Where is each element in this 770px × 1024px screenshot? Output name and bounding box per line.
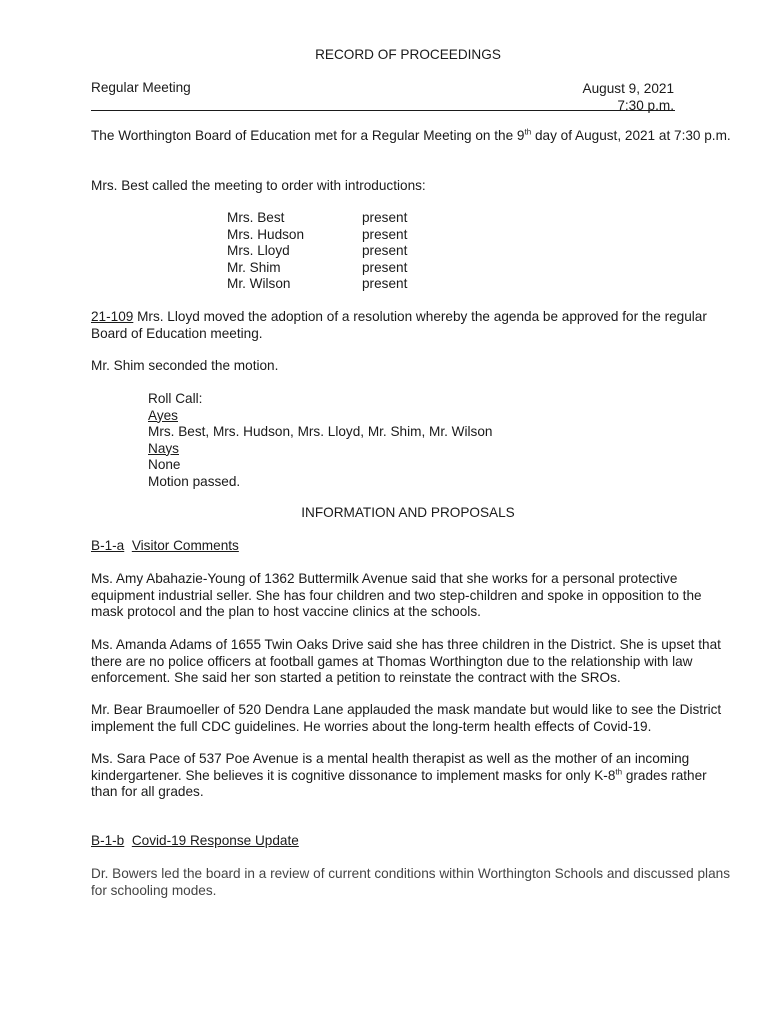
attendee-name: Mrs. Lloyd	[227, 243, 290, 258]
attendance-row	[227, 260, 407, 277]
attendee-name: Mr. Wilson	[227, 276, 291, 291]
visitor-comment: Mr. Bear Braumoeller of 520 Dendra Lane applauded the mask mandate but would like to see the District implement the full CDC guidelines. He worries about the long-term health effects of Covid-19.	[91, 702, 722, 734]
visitor-comment: Ms. Amy Abahazie-Young of 1362 Buttermilk Avenue said that she works for a personal protective equipment industrial seller. She has four children and two step-children and spoke in opposition to the mask protocol and the plan to host vaccine clinics at the schools.	[91, 571, 702, 619]
attendee-name: Mrs. Best	[227, 210, 285, 225]
ayes-label: Ayes	[148, 407, 178, 423]
comment4-superscript: th	[615, 766, 623, 776]
motion-second: Mr. Shim seconded the motion.	[91, 358, 279, 373]
meeting-date: August 9, 2021	[582, 81, 674, 96]
meeting-datetime	[560, 80, 674, 114]
attendee-name: Mrs. Hudson	[227, 226, 305, 242]
intro-superscript: th	[524, 127, 532, 137]
attendee-status: present	[362, 210, 408, 225]
meeting-time: 7:30 p.m.	[617, 98, 674, 113]
call-to-order: Mrs. Best called the meeting to order with introductions:	[91, 178, 426, 193]
visitor-comment: Ms. Amanda Adams of 1655 Twin Oaks Drive said she has three children in the District. She is upset that there are no police officers at football games at Thomas Worthington due to the relationship with law enforcement. She said her son started a petition to reinstate the contract with the SROs.	[91, 637, 721, 685]
attendance-table	[227, 210, 407, 293]
b1a-heading	[91, 538, 239, 555]
attendee-name: Mr. Shim	[227, 259, 281, 275]
attendance-row	[227, 227, 407, 244]
nays-list: None	[148, 457, 181, 472]
comment4-text-part2: grades rather than for all grades.	[91, 767, 707, 799]
b1b-title: Covid-19 Response Update	[131, 833, 299, 848]
attendee-status: present	[362, 276, 408, 291]
attendee-status: present	[362, 259, 408, 275]
meeting-type: Regular Meeting	[91, 80, 191, 95]
attendance-row	[227, 210, 407, 227]
roll-call-block	[148, 391, 492, 490]
b1b-text: Dr. Bowers led the board in a review of current conditions within Worthington Schools and discussed plans for schooling modes.	[91, 866, 730, 898]
motion-result: Motion passed.	[148, 473, 241, 489]
b1b-heading	[91, 833, 299, 850]
b1a-title: Visitor Comments	[131, 538, 239, 553]
intro-text-part1: The Worthington Board of Education met for a Regular Meeting on the 9	[91, 128, 525, 143]
comment4-text-part1: Ms. Sara Pace of 537 Poe Avenue is a mental health therapist as well as the mother of an incoming kindergartener. She believes it is cognitive dissonance to implement masks for only K-8	[91, 751, 690, 783]
intro-text-part2: day of August, 2021 at 7:30 p.m.	[531, 128, 731, 143]
visitor-comment	[91, 751, 731, 801]
header-divider	[91, 110, 675, 111]
motion-paragraph	[91, 309, 731, 342]
motion-text: Mrs. Lloyd moved the adoption of a resolution whereby the agenda be approved for the regular Board of Education meeting.	[91, 309, 707, 341]
document-title: RECORD OF PROCEEDINGS	[315, 47, 501, 62]
b1a-number: B-1-a	[91, 538, 125, 553]
roll-call-label: Roll Call:	[148, 391, 203, 406]
ayes-list: Mrs. Best, Mrs. Hudson, Mrs. Lloyd, Mr. Shim, Mr. Wilson	[148, 424, 493, 439]
attendee-status: present	[362, 243, 408, 258]
attendee-status: present	[362, 226, 408, 242]
motion-number: 21-109	[91, 309, 134, 324]
section-heading: INFORMATION AND PROPOSALS	[301, 505, 515, 520]
intro-paragraph	[91, 128, 731, 145]
attendance-row	[227, 276, 407, 293]
nays-label: Nays	[148, 440, 179, 456]
b1b-number: B-1-b	[91, 833, 125, 848]
attendance-row	[227, 243, 407, 260]
